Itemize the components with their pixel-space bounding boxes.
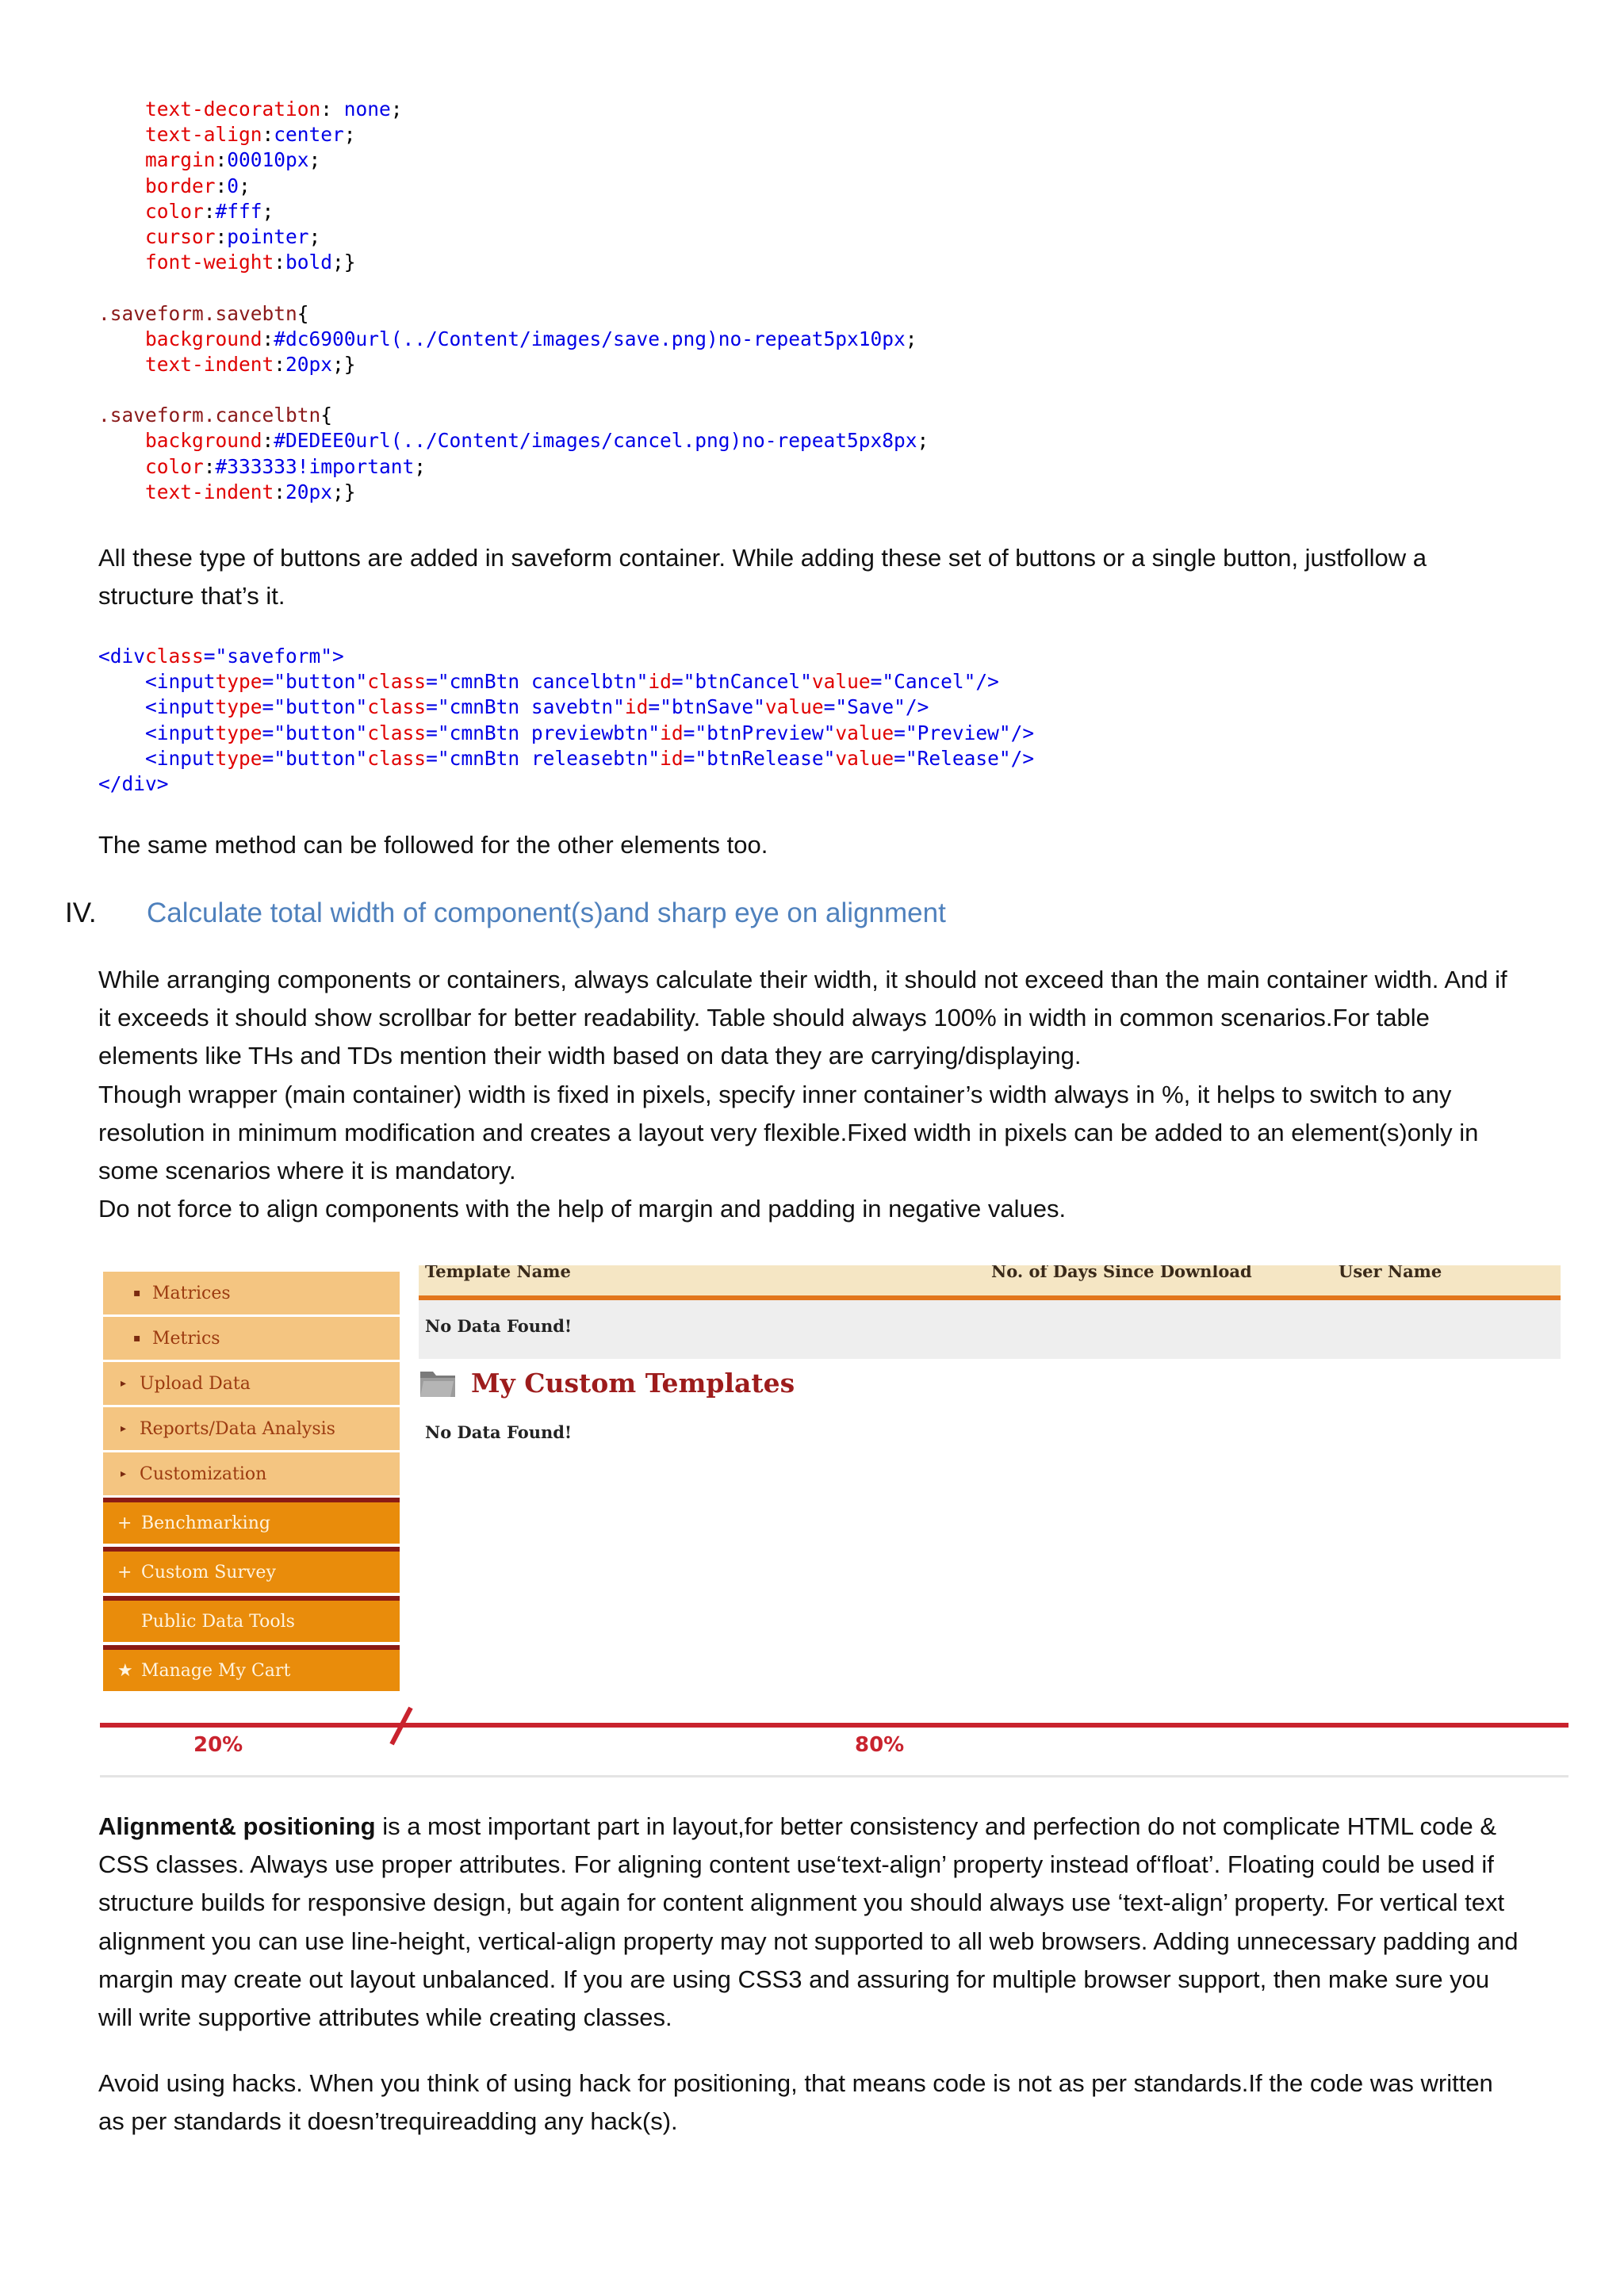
css-code-token: { xyxy=(320,404,333,427)
section-number: IV. xyxy=(65,897,97,928)
css-code-token: : xyxy=(215,224,228,248)
css-code-token: #fff xyxy=(215,199,262,223)
sidebar-item-label: Reports/Data Analysis xyxy=(140,1418,335,1439)
css-code-token: cursor xyxy=(98,224,216,248)
html-code-token: <input xyxy=(98,670,216,694)
css-code-line xyxy=(98,327,929,352)
css-code-line xyxy=(98,122,929,147)
sidebar-item-label: Customization xyxy=(140,1464,267,1484)
figure-sidebar xyxy=(103,1272,400,1694)
arrow-icon: ▸ xyxy=(121,1422,127,1435)
html-code-token: ="button" xyxy=(262,746,368,770)
code-block-html xyxy=(98,644,1034,797)
css-code-line xyxy=(98,97,929,122)
paragraph-width-guidelines xyxy=(98,961,1526,1228)
plus-icon: + xyxy=(117,1513,132,1533)
css-code-token: : xyxy=(274,251,286,274)
css-code-token: : xyxy=(274,352,286,376)
css-code-token: #dc6900url(../Content/images/save.png)no-repeat5px10px xyxy=(274,327,906,350)
css-code-token: pointer xyxy=(227,224,309,248)
sidebar-item-metrics[interactable] xyxy=(103,1317,400,1360)
custom-templates-label: My Custom Templates xyxy=(471,1367,795,1399)
css-code-token: ;} xyxy=(332,251,356,274)
figure-main-area xyxy=(419,1265,1561,1709)
html-code-token: value xyxy=(811,670,871,694)
css-code-token: ; xyxy=(262,199,274,223)
css-code-token: text-decoration xyxy=(98,98,321,121)
css-code-token: #333333!important xyxy=(215,454,415,478)
html-code-token: type xyxy=(215,721,262,744)
css-code-line xyxy=(98,480,929,505)
bullet-icon: ▪ xyxy=(133,1287,141,1299)
css-code-token: : xyxy=(203,199,216,223)
css-code-token: ; xyxy=(905,327,917,350)
html-code-line xyxy=(98,746,1034,771)
no-data-text-2: No Data Found! xyxy=(425,1422,573,1442)
html-code-line xyxy=(98,721,1034,746)
html-code-token: class xyxy=(367,670,427,694)
paragraph-saveform-intro: All these type of buttons are added in saveform container. While adding these set of buttons or a single button, justfollow a structure that’s it. xyxy=(98,544,1427,610)
column-days-since-download: No. of Days Since Download xyxy=(991,1265,1252,1281)
html-code-token: ="cmnBtn releasebtn" xyxy=(426,746,661,770)
alignment-body: is a most important part in layout,for better consistency and perfection do not complicate HTML code & CSS classes. Always use proper attributes. For aligning content use‘text-align’ property instead of‘float’. Floating could be used if structure builds for responsive design, but again for content alignment you should always use ‘text-align’ property. For vertical text alignment you can use line-height, vertical-align property may not supported to all web browsers. Adding unnecessary padding and margin may create out layout unbalanced. If you are using CSS3 and assuring for multiple browser support, then make sure you will write supportive attributes while creating classes. xyxy=(98,1812,1519,2032)
sidebar-width-label: 20% xyxy=(193,1733,243,1757)
arrow-icon: ▸ xyxy=(121,1377,127,1390)
layout-example-figure xyxy=(100,1265,1568,1781)
sidebar-item-label: Upload Data xyxy=(140,1373,251,1394)
no-data-text: No Data Found! xyxy=(425,1316,573,1336)
html-code-token: ="btnRelease" xyxy=(683,746,836,770)
column-user-name: User Name xyxy=(1339,1265,1442,1281)
css-code-token: ; xyxy=(239,174,251,197)
css-code-token: ;} xyxy=(332,352,356,376)
paragraph-alignment-positioning xyxy=(98,1808,1526,2037)
empty-row xyxy=(419,1300,1561,1359)
html-code-token: id xyxy=(660,721,684,744)
html-code-token: ="button" xyxy=(262,695,368,719)
css-code-token: : xyxy=(215,174,228,197)
css-code-line xyxy=(98,147,929,173)
html-code-token: <div xyxy=(98,645,146,668)
css-code-token: background xyxy=(98,327,262,350)
css-code-line xyxy=(98,224,929,250)
html-code-token: ="Release"/> xyxy=(894,746,1035,770)
split-slash-icon xyxy=(387,1706,416,1746)
html-code-token: ="btnSave" xyxy=(648,695,765,719)
css-code-token: 20px xyxy=(285,480,333,503)
plus-icon: + xyxy=(117,1562,132,1582)
css-code-token: text-indent xyxy=(98,352,274,376)
html-code-token: class xyxy=(367,721,427,744)
css-code-token: #DEDEE0url(../Content/images/cancel.png)no-repeat5px8px xyxy=(274,429,917,453)
star-icon: ★ xyxy=(117,1660,133,1681)
html-code-token: value xyxy=(764,695,824,719)
figure-bottom-rule xyxy=(100,1775,1568,1777)
column-template-name: Template Name xyxy=(425,1265,571,1281)
alignment-bold-lead: Alignment& positioning xyxy=(98,1812,376,1840)
css-code-token: .saveform.cancelbtn xyxy=(98,404,321,427)
css-code-token: 0 xyxy=(227,174,239,197)
css-code-token: text-align xyxy=(98,123,262,147)
bullet-icon: ▪ xyxy=(133,1332,141,1345)
paragraph-same-method: The same method can be followed for the other elements too. xyxy=(98,831,768,859)
css-code-line xyxy=(98,301,929,327)
html-code-token: type xyxy=(215,746,262,770)
html-code-token: id xyxy=(660,746,684,770)
css-code-line xyxy=(98,250,929,275)
folder-icon xyxy=(419,1367,457,1399)
paragraph-avoid-hacks: Avoid using hacks. When you think of using hack for positioning, that means code is not as per standards.If the code was written as per standards it doesn’trequireadding any hack(s). xyxy=(98,2069,1493,2136)
custom-templates-title xyxy=(419,1360,795,1405)
css-code-line xyxy=(98,454,929,480)
sidebar-item-public-data-tools[interactable] xyxy=(103,1596,400,1642)
code-block-css xyxy=(98,97,929,505)
css-code-token: 00010px xyxy=(227,148,309,172)
sidebar-item-label: Manage My Cart xyxy=(141,1660,291,1681)
html-code-token: </div> xyxy=(98,771,169,795)
sidebar-item-manage-my-cart[interactable] xyxy=(103,1645,400,1691)
table-header xyxy=(419,1265,1561,1300)
css-code-token: : xyxy=(262,123,274,147)
html-code-token: id xyxy=(624,695,649,719)
sidebar-item-custom-survey[interactable] xyxy=(103,1547,400,1593)
html-code-token: ="button" xyxy=(262,721,368,744)
html-code-token: ="button" xyxy=(262,670,368,694)
css-code-token: color xyxy=(98,199,204,223)
css-code-token: ; xyxy=(390,98,403,121)
width-guideline-2: Though wrapper (main container) width is fixed in pixels, specify inner container’s width always in %, it helps to switch to any resolution in minimum modification and creates a layout very flexible.Fixed width in pixels can be added to an element(s)only in some scenarios where it is mandatory. xyxy=(98,1080,1479,1185)
css-code-token: bold xyxy=(285,251,333,274)
html-code-token: ="Save"/> xyxy=(823,695,929,719)
sidebar-item-matrices[interactable] xyxy=(103,1272,400,1314)
css-code-token: ; xyxy=(917,429,929,453)
sidebar-item-reports-data-analysis[interactable] xyxy=(103,1407,400,1450)
sidebar-item-label: Metrics xyxy=(152,1328,220,1349)
css-code-line xyxy=(98,377,929,403)
html-code-token: value xyxy=(835,746,894,770)
css-code-token: : xyxy=(262,327,274,350)
width-guideline-1: While arranging components or containers, always calculate their width, it should not exceed than the main container width. And if it exceeds it should show scrollbar for better readability. Table should always 100% in width in common scenarios.For table elements like THs and TDs mention their width based on data they are carrying/displaying. xyxy=(98,966,1507,1070)
css-code-line xyxy=(98,403,929,428)
css-code-token: .saveform.savebtn xyxy=(98,301,297,325)
css-code-token: center xyxy=(274,123,344,147)
sidebar-item-label: Public Data Tools xyxy=(141,1611,295,1632)
html-code-token: type xyxy=(215,670,262,694)
html-code-token: ="btnPreview" xyxy=(683,721,836,744)
css-code-token: ; xyxy=(308,224,321,248)
css-code-token: margin xyxy=(98,148,216,172)
arrow-icon: ▸ xyxy=(121,1468,127,1480)
css-code-token: : xyxy=(203,454,216,478)
css-code-token: : xyxy=(320,98,344,121)
html-code-token: value xyxy=(835,721,894,744)
css-code-line xyxy=(98,428,929,453)
html-code-token: class xyxy=(367,746,427,770)
html-code-token: <input xyxy=(98,695,216,719)
html-code-line xyxy=(98,695,1034,720)
css-code-token: font-weight xyxy=(98,251,274,274)
css-code-token: text-indent xyxy=(98,480,274,503)
sidebar-item-label: Matrices xyxy=(152,1283,231,1303)
css-code-line xyxy=(98,275,929,300)
css-code-line xyxy=(98,174,929,199)
css-code-token: ; xyxy=(414,454,427,478)
html-code-token: ="cmnBtn savebtn" xyxy=(426,695,625,719)
css-code-token: ; xyxy=(308,148,321,172)
css-code-token: : xyxy=(215,148,228,172)
html-code-token: id xyxy=(648,670,672,694)
html-code-line xyxy=(98,771,1034,797)
html-code-token: <input xyxy=(98,746,216,770)
css-code-line xyxy=(98,352,929,377)
css-code-token: border xyxy=(98,174,216,197)
css-code-line xyxy=(98,199,929,224)
html-code-token: <input xyxy=(98,721,216,744)
html-code-line xyxy=(98,644,1034,669)
css-code-token: : xyxy=(262,429,274,453)
sidebar-item-benchmarking[interactable] xyxy=(103,1498,400,1544)
css-code-token: ;} xyxy=(332,480,356,503)
css-code-token: ; xyxy=(343,123,356,147)
html-code-token: ="cmnBtn cancelbtn" xyxy=(426,670,649,694)
sidebar-item-label: Custom Survey xyxy=(141,1562,276,1582)
html-code-token: class xyxy=(145,645,204,668)
sidebar-item-customization[interactable] xyxy=(103,1452,400,1495)
html-code-token: ="saveform"> xyxy=(203,645,344,668)
html-code-token: ="btnCancel" xyxy=(671,670,812,694)
html-code-token: ="Cancel"/> xyxy=(870,670,999,694)
html-code-token: ="cmnBtn previewbtn" xyxy=(426,721,661,744)
css-code-token: { xyxy=(297,301,309,325)
html-code-token: ="Preview"/> xyxy=(894,721,1035,744)
css-code-token: color xyxy=(98,454,204,478)
html-code-line xyxy=(98,669,1034,695)
main-width-label: 80% xyxy=(855,1733,905,1757)
html-code-token: type xyxy=(215,695,262,719)
sidebar-item-upload-data[interactable] xyxy=(103,1362,400,1405)
css-code-token: none xyxy=(343,98,391,121)
css-code-token: 20px xyxy=(285,352,333,376)
sidebar-item-label: Benchmarking xyxy=(141,1513,270,1533)
css-code-token: : xyxy=(274,480,286,503)
section-title: Calculate total width of component(s)and sharp eye on alignment xyxy=(147,897,946,928)
html-code-token: class xyxy=(367,695,427,719)
width-indicator-bar xyxy=(100,1721,1568,1729)
width-guideline-3: Do not force to align components with the help of margin and padding in negative values. xyxy=(98,1195,1067,1223)
css-code-token: background xyxy=(98,429,262,453)
